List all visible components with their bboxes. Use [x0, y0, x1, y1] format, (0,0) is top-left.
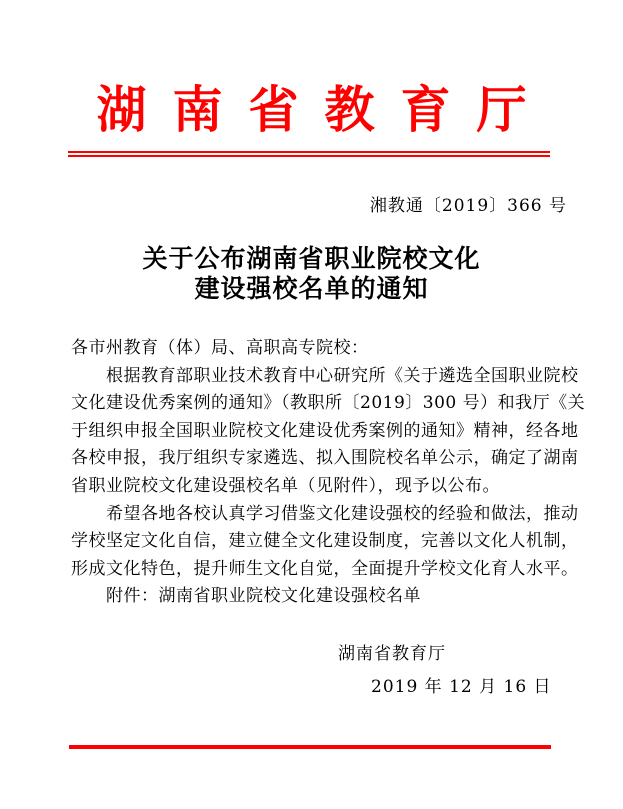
- paragraph1-line2: 文化建设优秀案例的通知》（教职所〔2019〕300 号）和我厅《关: [71, 393, 586, 414]
- footer-divider-line: [69, 745, 551, 749]
- paragraph2-line2: 学校坚定文化自信，建立健全文化建设制度，完善以文化人机制，: [71, 531, 579, 552]
- document-number: 湘教通〔2019〕366 号: [369, 196, 567, 216]
- signature-date: 2019 年 12 月 16 日: [371, 677, 552, 697]
- paragraph1-line5: 省职业院校文化建设强校名单（见附件），现予以公布。: [71, 475, 500, 496]
- letterhead-agency-name: 湖南省教育厅: [96, 80, 553, 139]
- notice-body: [71, 335, 586, 611]
- notice-title: [0, 244, 623, 304]
- paragraph2-line1: 希望各地各校认真学习借鉴文化建设强校的经验和做法，推动: [71, 503, 579, 524]
- attachment-reference: 附件：湖南省职业院校文化建设强校名单: [71, 586, 421, 607]
- paragraph1-line3: 于组织申报全国职业院校文化建设优秀案例的通知》精神，经各地: [71, 420, 579, 441]
- paragraph2-line3: 形成文化特色，提升师生文化自觉，全面提升学校文化育人水平。: [71, 558, 579, 579]
- notice-title-line2: 建设强校名单的通知: [194, 274, 429, 303]
- salutation-line: 各市州教育（体）局、高职高专院校：: [71, 338, 369, 358]
- signature-agency: 湖南省教育厅: [338, 644, 446, 664]
- letterhead-divider-line: [68, 151, 550, 157]
- paragraph1-line4: 各校申报，我厅组织专家遴选、拟入围院校名单公示，确定了湖南: [71, 448, 579, 469]
- notice-title-line1: 关于公布湖南省职业院校文化: [142, 244, 481, 273]
- paragraph1-line1: 根据教育部职业技术教育中心研究所《关于遴选全国职业院校: [71, 365, 579, 386]
